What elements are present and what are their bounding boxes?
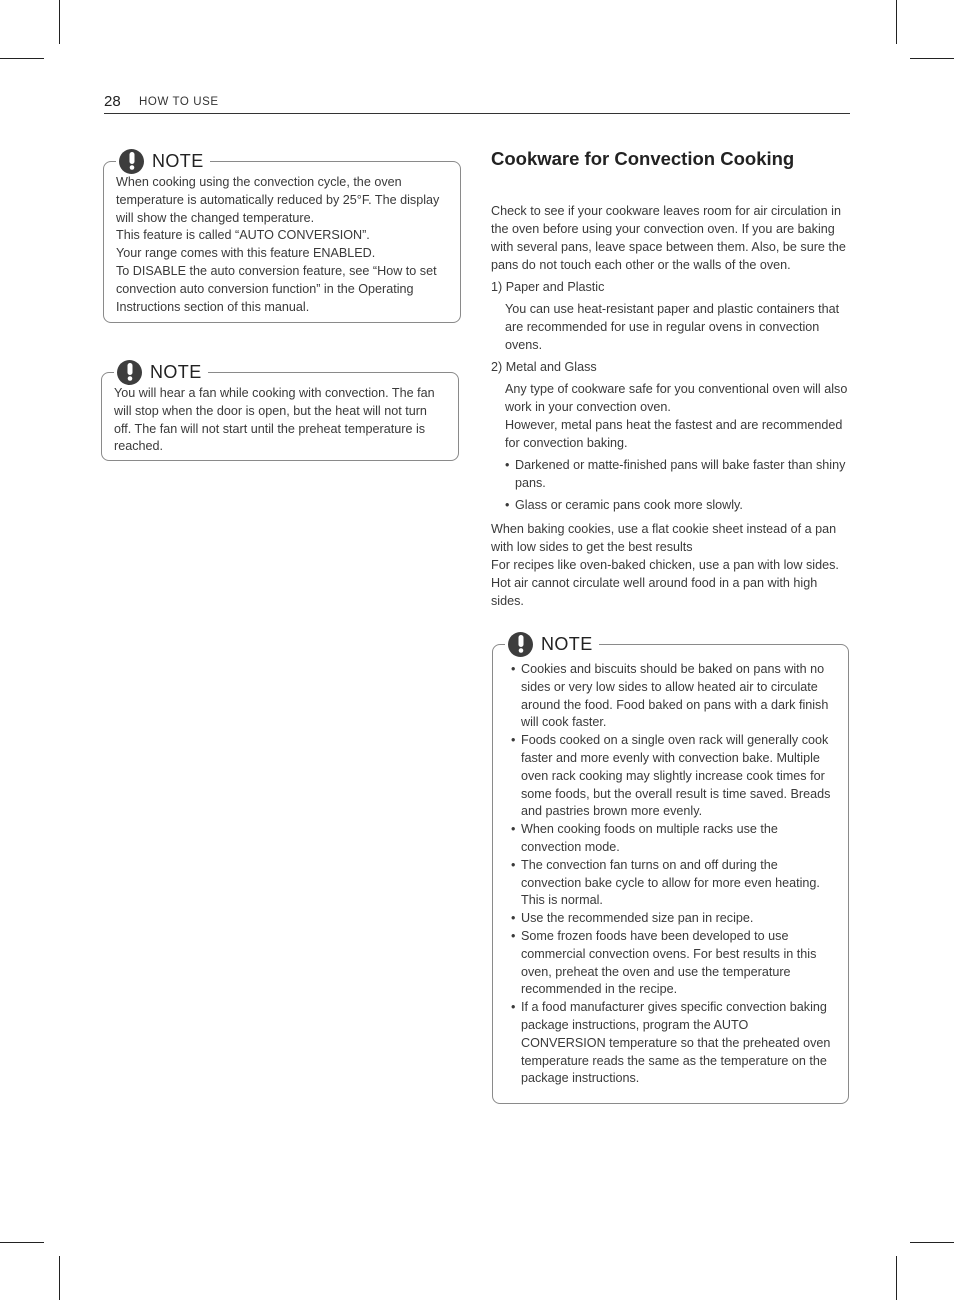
- list-item: • If a food manufacturer gives specific convection baking package instructions, program the AUTO CONVERSION temperature so that the preheated oven temperature reads the same as the temperature on the package instructions.: [511, 999, 836, 1088]
- intro-paragraph: Check to see if your cookware leaves room for air circulation in the oven before using your convection oven. If you are baking with several pans, leave space between them. Also, be sure the pans do not touch each other or the walls of the oven.: [491, 204, 846, 272]
- note-line: You will hear a fan while cooking with convection. The fan will stop when the door is open, but the heat will not turn off. The fan will not start until the preheat temperature is reached.: [114, 386, 435, 454]
- metal-glass-heading: 2) Metal and Glass: [491, 360, 597, 374]
- note-fan: [101, 361, 459, 461]
- note-header: [116, 148, 210, 174]
- list-item: • Cookies and biscuits should be baked on pans with no sides or very low sides to allow heated air to circulate around the food. Food baked on pans with a dark finish will cook faster.: [511, 661, 836, 732]
- note-text: [116, 162, 448, 316]
- note-bullets: [511, 661, 836, 1088]
- section-heading: Cookware for Convection Cooking: [491, 148, 795, 169]
- note-title: NOTE: [152, 150, 204, 171]
- metal-glass-line: However, metal pans heat the fastest and are recommended for convection baking.: [505, 418, 843, 450]
- note-convection-tips: [492, 633, 849, 1104]
- note-header: [505, 631, 599, 657]
- crop-mark: [59, 0, 60, 44]
- page-number: 28: [104, 93, 121, 110]
- crop-mark: [59, 1256, 60, 1300]
- list-item: • Darkened or matte-finished pans will bake faster than shiny pans.: [505, 456, 853, 492]
- section-name: HOW TO USE: [139, 96, 219, 108]
- section-body: [491, 202, 853, 610]
- note-auto-conversion: [103, 150, 461, 323]
- crop-mark: [0, 58, 44, 59]
- crop-mark: [0, 1242, 44, 1243]
- exclamation-icon: [117, 360, 142, 385]
- note-line: To DISABLE the auto conversion feature, see “How to set convection auto conversion function” in the Operating Instructions section of this manual.: [116, 263, 437, 314]
- crop-mark: [910, 1242, 954, 1243]
- note-text: [114, 373, 446, 456]
- note-line: Your range comes with this feature ENABLED.: [116, 246, 376, 261]
- list-item: • Foods cooked on a single oven rack will generally cook faster and more evenly with convection bake. Multiple oven rack cooking may slightly increase cook times for some foods, but the overall result is time saved. Breads and pastries brown more evenly.: [511, 732, 836, 821]
- closing-line: When baking cookies, use a flat cookie sheet instead of a pan with low sides to get the best results: [491, 522, 837, 554]
- note-title: NOTE: [541, 633, 593, 654]
- note-line: This feature is called “AUTO CONVERSION”.: [116, 228, 370, 243]
- list-item: • When cooking foods on multiple racks use the convection mode.: [511, 821, 836, 857]
- crop-mark: [896, 1256, 897, 1300]
- metal-glass-bullets: [491, 456, 853, 514]
- metal-glass-line: Any type of cookware safe for you conventional oven will also work in your convection oven.: [505, 382, 848, 414]
- closing-line: For recipes like oven-baked chicken, use a pan with low sides. Hot air cannot circulate well around food in a pan with high sides.: [491, 558, 839, 608]
- list-item: • Some frozen foods have been developed to use commercial convection ovens. For best results in this oven, preheat the oven and use the temperature recommended in the recipe.: [511, 928, 836, 999]
- paper-plastic-heading: 1) Paper and Plastic: [491, 280, 605, 294]
- note-header: [114, 359, 208, 385]
- metal-glass-text: [491, 380, 853, 452]
- list-item: • The convection fan turns on and off during the convection bake cycle to allow for more even heating. This is normal.: [511, 857, 836, 910]
- list-item: • Glass or ceramic pans cook more slowly.: [505, 496, 853, 514]
- list-item: • Use the recommended size pan in recipe.: [511, 910, 836, 928]
- crop-mark: [910, 58, 954, 59]
- paper-plastic-text: You can use heat-resistant paper and plastic containers that are recommended for use in regular ovens in convection ovens.: [505, 302, 840, 352]
- page-header: [104, 93, 850, 114]
- note-line: When cooking using the convection cycle, the oven temperature is automatically reduced by 25°F. The display will show the changed temperature.: [116, 175, 440, 225]
- note-text: [505, 645, 836, 1088]
- closing-paragraph: [491, 520, 853, 610]
- note-title: NOTE: [150, 361, 202, 382]
- exclamation-icon: [508, 632, 533, 657]
- exclamation-icon: [119, 149, 144, 174]
- crop-mark: [896, 0, 897, 44]
- cookware-section: [491, 148, 853, 610]
